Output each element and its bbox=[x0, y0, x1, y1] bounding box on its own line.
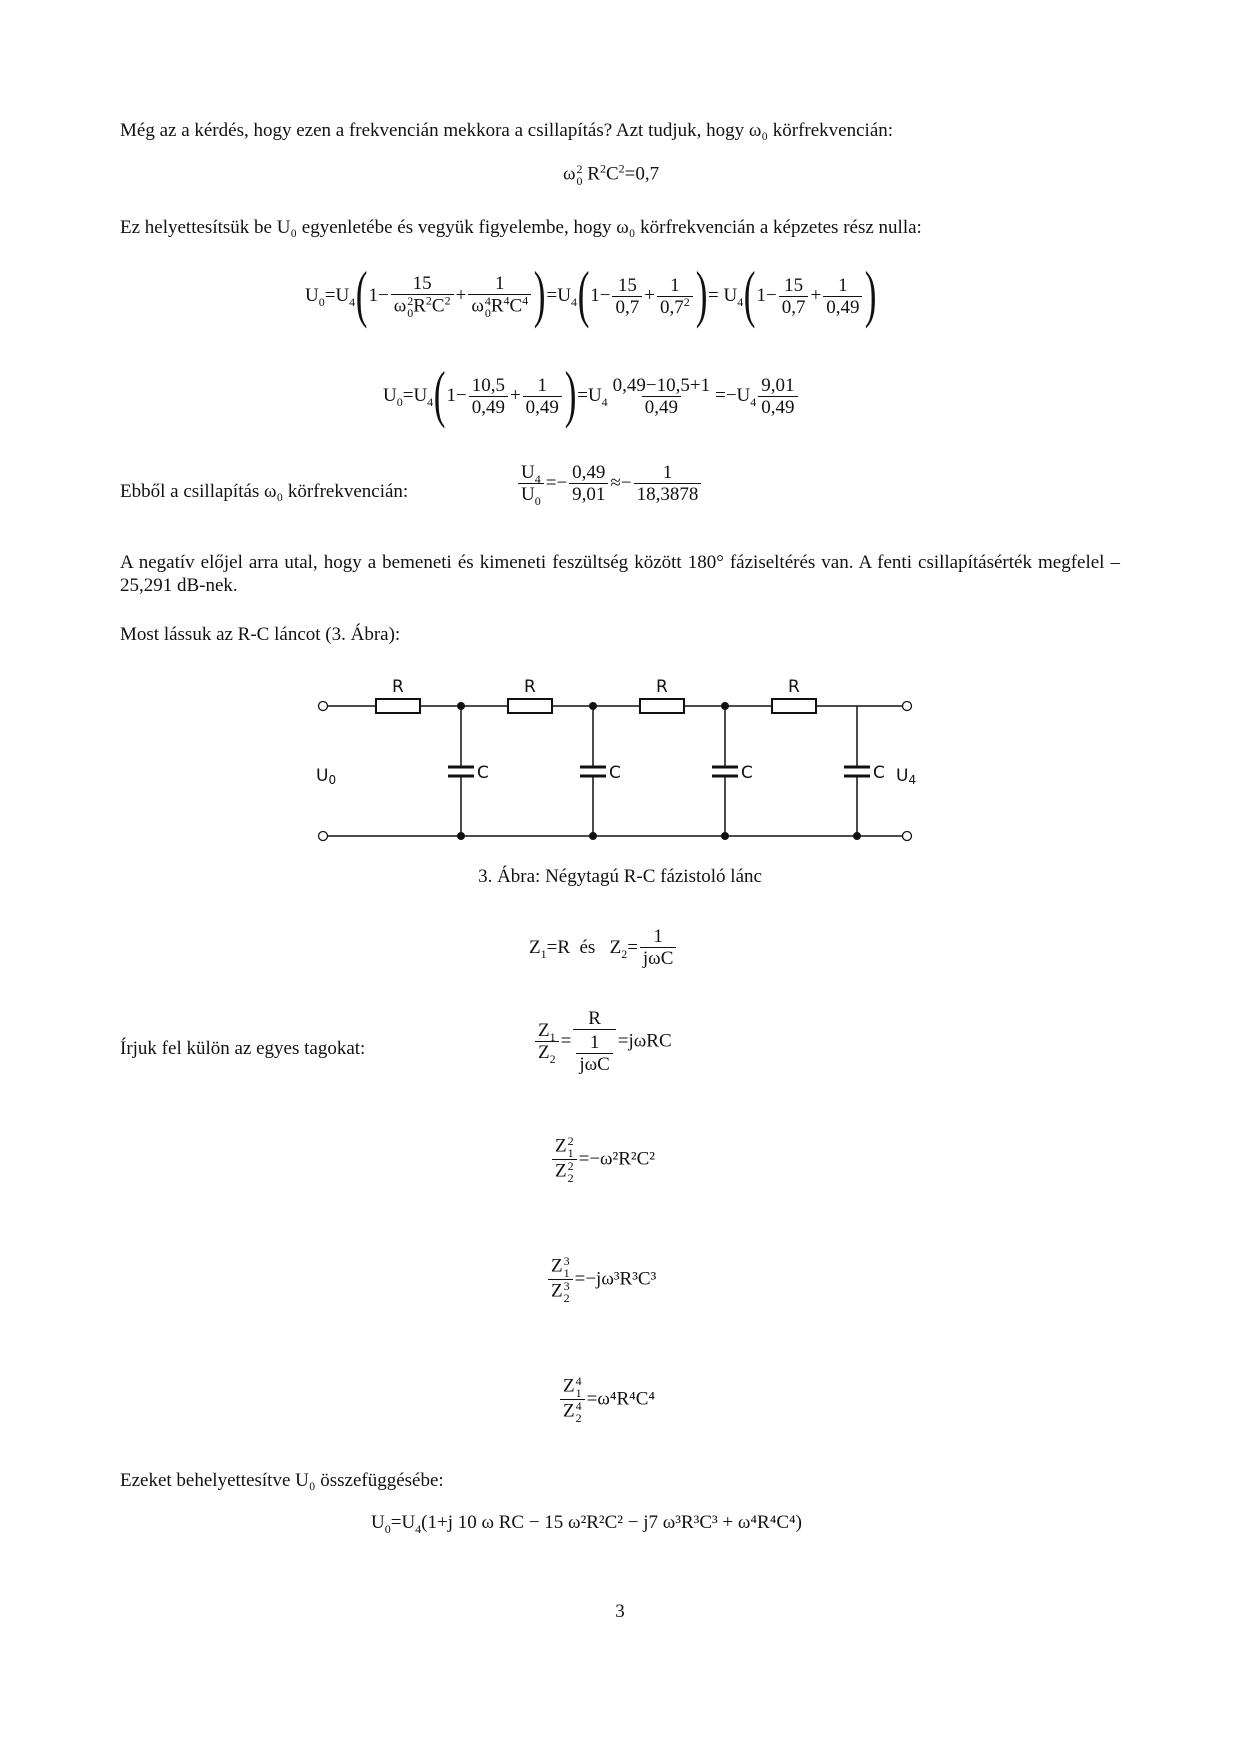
equation-cube: Z 3 1 Z 3 2 =−jω³R³C³ bbox=[546, 1255, 656, 1304]
rc-chain-circuit bbox=[310, 668, 930, 858]
label-u4: U4 bbox=[896, 766, 917, 787]
label-r2: R bbox=[524, 677, 536, 697]
equation-omega-rc: ω 2 0 $R^2C^2=0,7$ bbox=[563, 161, 660, 188]
label-u0: U0 bbox=[316, 766, 337, 787]
paragraph-substituting: Ezeket behelyettesítve U₀ összefüggésébe: bbox=[120, 1470, 444, 1491]
resistor-3 bbox=[640, 699, 684, 713]
paragraph-substitute: Ez helyettesítsük be U₀ egyenletébe és vegyük figyelembe, hogy ω₀ körfrekvencián a képzetes rész nulla: bbox=[120, 217, 922, 238]
equation-u0-substitution: $U_0=U_4(1-$ 15 ω 2 0 $R^2C^2$ + 1 ω 4 0 $R^4C^4$ )$=U_4(1-$ $\frac{15}{0,7}$ + $\frac{1}{0,7^2}$ )= $U_4(1-$ $\frac{15}{0,7}$ + $\frac{1}{0,49}$ ) bbox=[305, 258, 877, 329]
resistor-1 bbox=[376, 699, 420, 713]
label-r4: R bbox=[788, 677, 800, 697]
label-c2: C bbox=[609, 763, 621, 783]
paragraph-terms: Írjuk fel külön az egyes tagokat: bbox=[120, 1038, 366, 1059]
page-number: 3 bbox=[615, 1601, 625, 1622]
equation-ratio: $\frac{Z_1}{Z_2}$ = R 1 jωC =jωRC bbox=[533, 1008, 672, 1075]
resistor-2 bbox=[508, 699, 552, 713]
equation-fourth: Z 4 1 Z 4 2 =ω⁴R⁴C⁴ bbox=[558, 1375, 655, 1424]
paragraph-negative-sign: A negatív előjel arra utal, hogy a bemeneti és kimeneti feszültség között 180° fáziseltérés van. A fenti csillapításérték megfelel – 25,291 dB-nek. bbox=[120, 552, 1120, 596]
paragraph-rc-chain: Most lássuk az R-C láncot (3. Ábra): bbox=[120, 624, 401, 645]
resistor-4 bbox=[772, 699, 816, 713]
label-c1: C bbox=[477, 763, 489, 783]
omega-rc-value: 0,7 bbox=[635, 163, 660, 185]
label-c3: C bbox=[741, 763, 753, 783]
figure-caption: 3. Ábra: Négytagú R-C fázistoló lánc bbox=[478, 866, 762, 887]
output-terminal-bottom bbox=[903, 832, 912, 841]
paragraph-attenuation: Ebből a csillapítás ω₀ körfrekvencián: bbox=[120, 481, 409, 502]
equation-square: Z 2 1 Z 2 2 =−ω²R²C² bbox=[550, 1135, 655, 1184]
equation-u0-numeric: $U_0=U_4(1-$ $\frac{10,5}{0,49}$ + $\frac{1}{0,49}$ )$=U_4$ $\frac{0,49-10,5+1}{0,49}$ $=-U_4$ $\frac{9,01}{0,49}$ bbox=[383, 364, 800, 428]
equation-impedances: $Z_1=R$ és $Z_2=$ 1 jωC bbox=[529, 926, 678, 969]
input-terminal-top bbox=[319, 702, 328, 711]
equation-final: $U_0=U_4(1+j$ 10 ω RC − 15 ω²R²C² − j7 ω³R³C³ + ω⁴R⁴C⁴) bbox=[371, 1512, 802, 1536]
equation-attenuation: $\frac{U_4}{U_0}$ =− $\frac{0,49}{9,01}$ ≈− $\frac{1}{18,3878}$ bbox=[516, 462, 703, 505]
paragraph-intro: Még az a kérdés, hogy ezen a frekvencián mekkora a csillapítás? Azt tudjuk, hogy ω₀ körfrekvencián: bbox=[120, 120, 894, 141]
output-terminal-top bbox=[903, 702, 912, 711]
label-r3: R bbox=[656, 677, 668, 697]
label-c4: C bbox=[873, 763, 885, 783]
label-r1: R bbox=[392, 677, 404, 697]
input-terminal-bottom bbox=[319, 832, 328, 841]
